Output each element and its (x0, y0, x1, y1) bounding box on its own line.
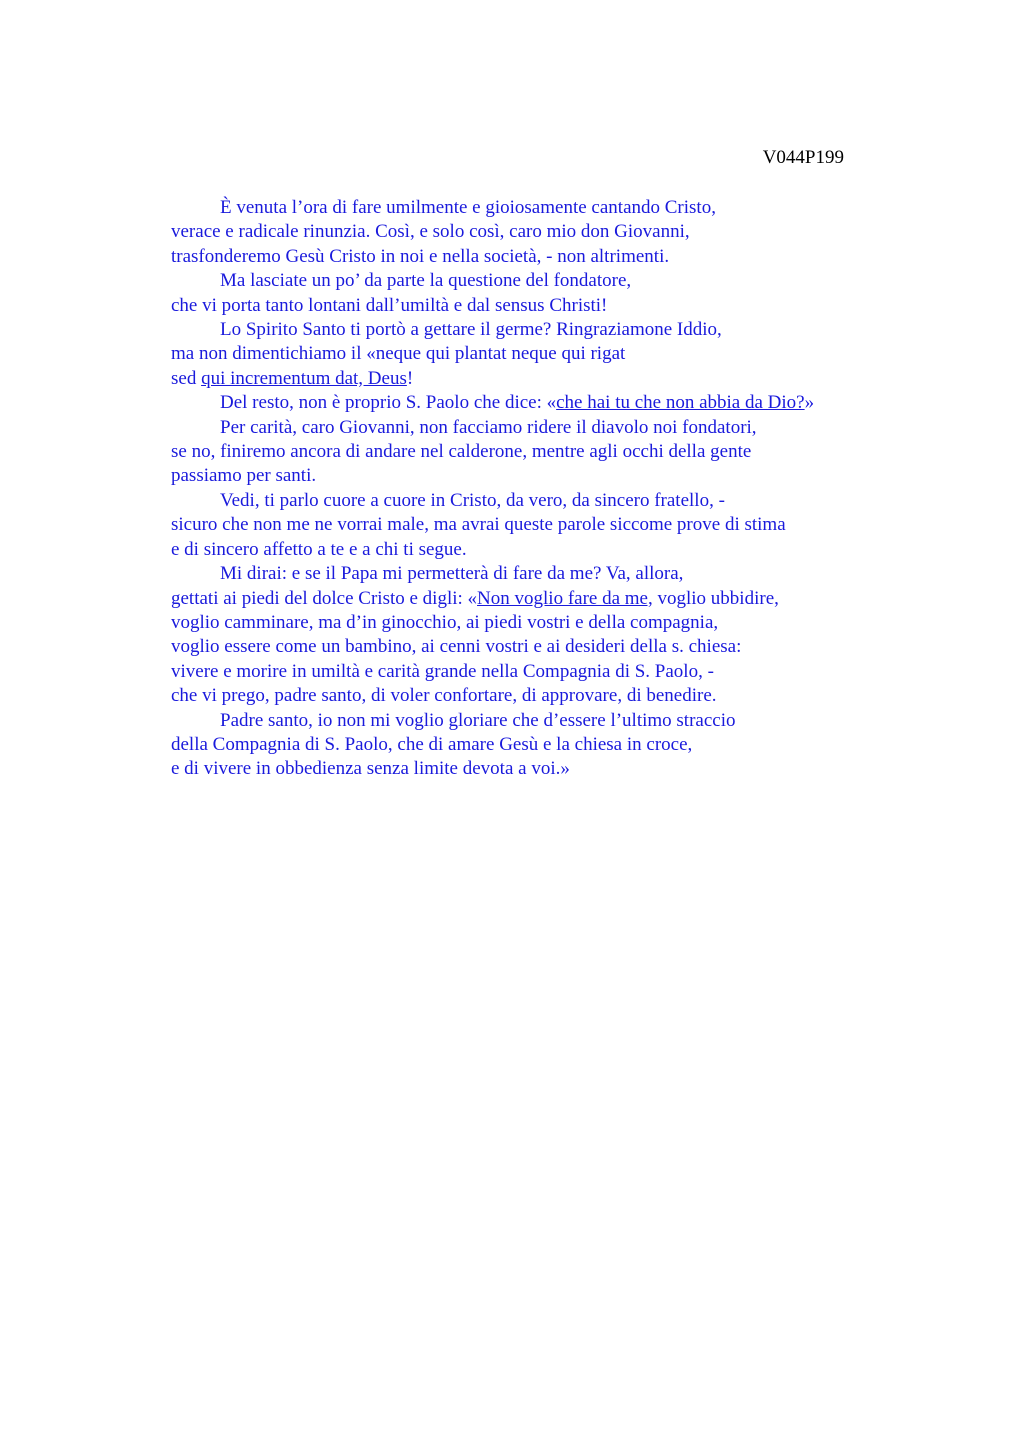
text-segment: ma non dimentichiamo il «neque qui plantat neque qui rigat (171, 343, 626, 365)
text-line (171, 342, 931, 366)
text-line (171, 587, 931, 611)
text-segment: ! (406, 367, 414, 389)
text-segment: Del resto, non è proprio S. Paolo che dice: « (220, 392, 557, 414)
text-line (171, 440, 931, 464)
text-segment: e di sincero affetto a te e a chi ti segue. (171, 538, 467, 560)
text-line (171, 294, 931, 318)
text-line (171, 489, 931, 513)
text-segment: voglio camminare, ma d’in ginocchio, ai piedi vostri e della compagnia, (171, 611, 719, 633)
text-segment: della Compagnia di S. Paolo, che di amare Gesù e la chiesa in croce, (171, 733, 693, 755)
text-line (171, 196, 931, 220)
text-segment: Per carità, caro Giovanni, non facciamo ridere il diavolo noi fondatori, (220, 416, 757, 438)
text-line (171, 245, 931, 269)
text-line (171, 367, 931, 391)
text-line (171, 709, 931, 733)
text-line (171, 635, 931, 659)
text-segment: che vi porta tanto lontani dall’umiltà e dal sensus Christi! (171, 294, 608, 316)
text-segment: vivere e morire in umiltà e carità grande nella Compagnia di S. Paolo, - (171, 660, 714, 682)
text-segment: voglio ubbidire, (652, 587, 779, 609)
text-segment: Mi dirai: e se il Papa mi permetterà di fare da me? Va, allora, (220, 563, 684, 585)
text-line (171, 562, 931, 586)
text-line (171, 660, 931, 684)
text-segment: che vi prego, padre santo, di voler confortare, di approvare, di benedire. (171, 685, 717, 707)
text-segment: gettati ai piedi del dolce Cristo e digli: « (171, 587, 478, 609)
text-segment: sicuro che non me ne vorrai male, ma avrai queste parole siccome prove di stima (171, 514, 786, 536)
text-segment: È venuta l’ora di fare umilmente e gioiosamente cantando Cristo, (220, 197, 716, 218)
text-line (171, 391, 931, 415)
text-line (171, 757, 931, 781)
text-line (171, 416, 931, 440)
text-segment: passiamo per santi. (171, 465, 317, 487)
text-line (171, 220, 931, 244)
text-segment: » (804, 392, 815, 414)
text-line (171, 684, 931, 708)
text-line (171, 611, 931, 635)
text-segment: Padre santo, io non mi voglio gloriare che d’essere l’ultimo straccio (220, 709, 736, 731)
text-line (171, 269, 931, 293)
text-segment: se no, finiremo ancora di andare nel calderone, mentre agli occhi della gente (171, 441, 752, 463)
text-segment: Ma lasciate un po’ da parte la questione del fondatore, (220, 270, 632, 292)
document-body (171, 196, 931, 782)
text-line (171, 464, 931, 488)
text-segment: voglio essere come un bambino, ai cenni vostri e ai desideri della s. chiesa: (171, 636, 742, 658)
text-line (171, 318, 931, 342)
page-code: V044P199 (762, 147, 844, 168)
text-line (171, 538, 931, 562)
text-segment: Lo Spirito Santo ti portò a gettare il germe? Ringraziamone Iddio, (220, 319, 722, 341)
underlined-text: Non voglio fare da me, (477, 587, 653, 609)
text-segment: trasfonderemo Gesù Cristo in noi e nella società, - non altrimenti. (171, 245, 670, 267)
text-line (171, 513, 931, 537)
text-segment: sed (171, 367, 202, 389)
text-line (171, 733, 931, 757)
underlined-text: che hai tu che non abbia da Dio? (556, 392, 805, 414)
text-segment: e di vivere in obbedienza senza limite devota a voi.» (171, 758, 570, 780)
text-segment: Vedi, ti parlo cuore a cuore in Cristo, da vero, da sincero fratello, - (220, 489, 725, 511)
text-segment: verace e radicale rinunzia. Così, e solo così, caro mio don Giovanni, (171, 221, 690, 243)
underlined-text: qui incrementum dat, Deus (201, 367, 407, 389)
